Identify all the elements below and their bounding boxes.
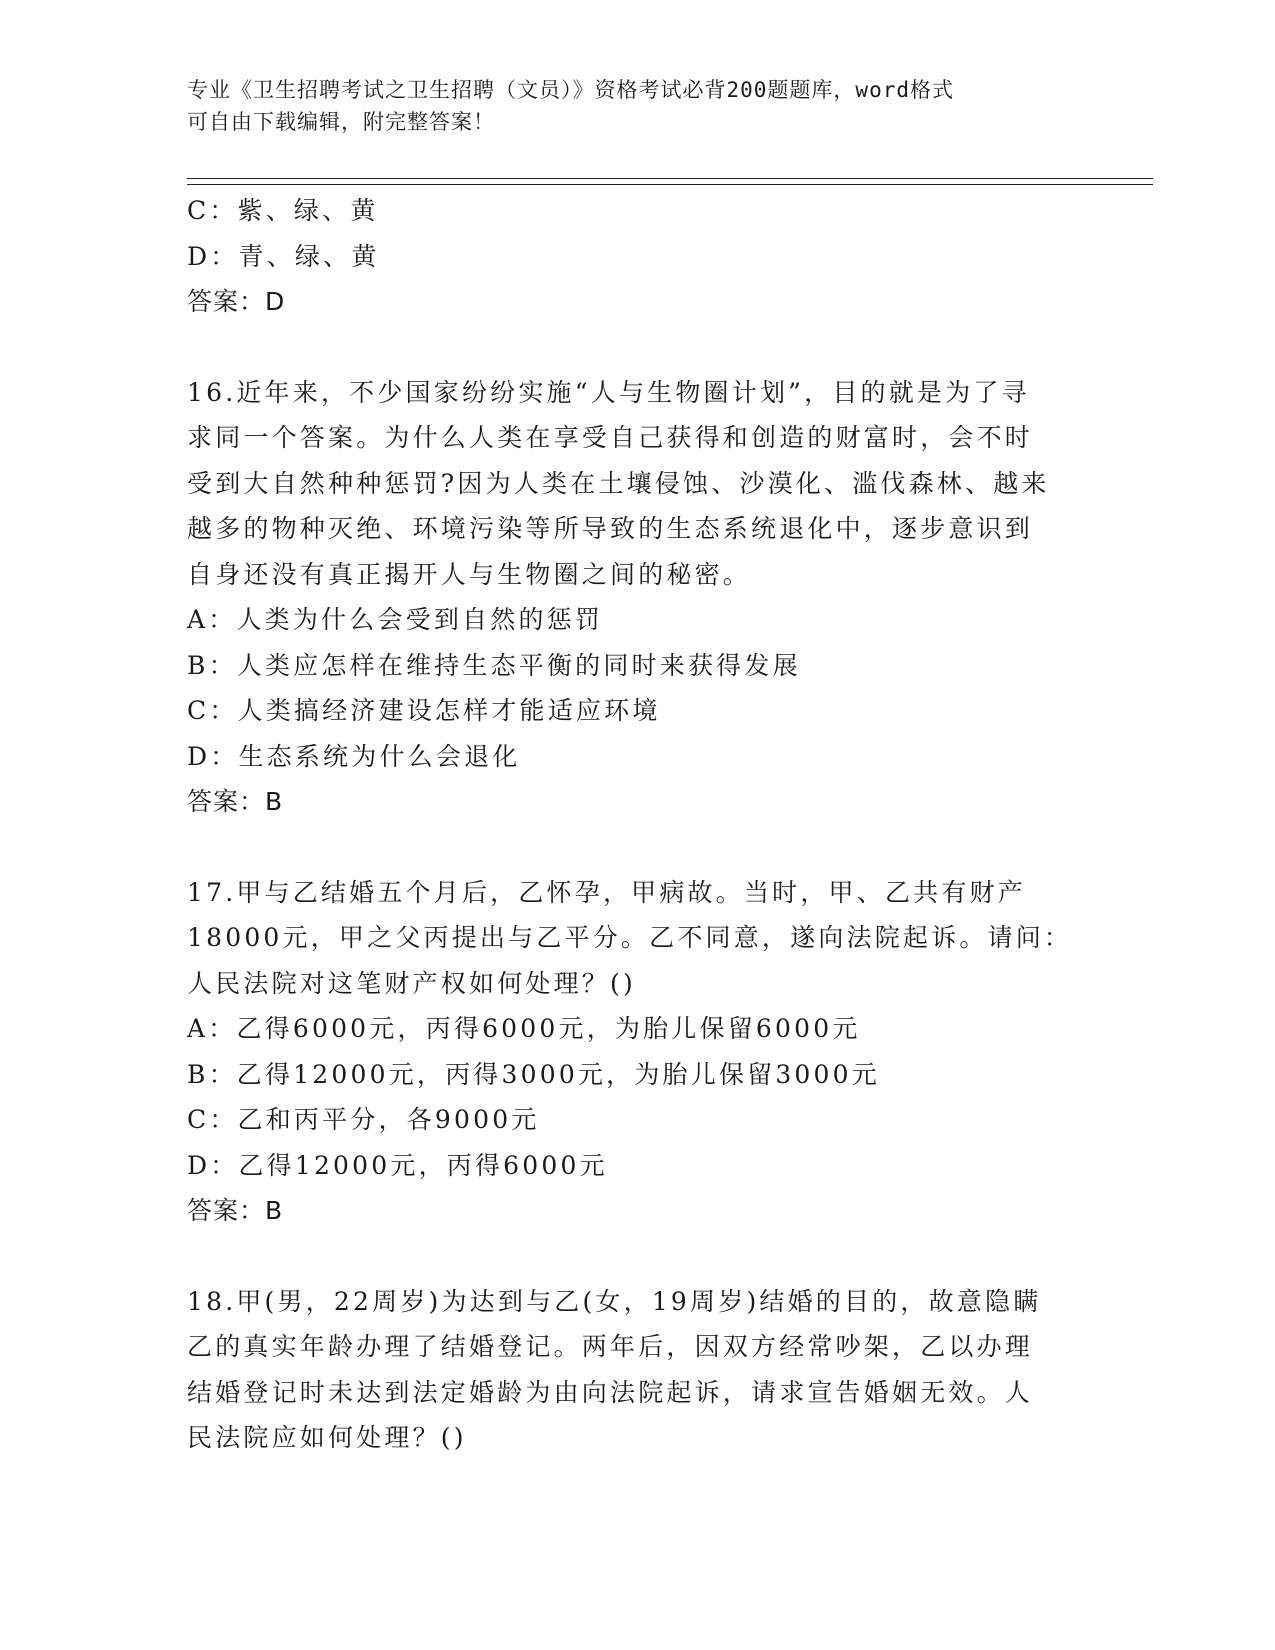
question-text-line: 17.甲与乙结婚五个月后，乙怀孕，甲病故。当时，甲、乙共有财产 [187,877,1026,907]
answer-line: 答案：B [187,787,284,816]
question-text-line: 16.近年来，不少国家纷纷实施“人与生物圈计划”，目的就是为了寻 [187,377,1030,407]
option-line: B：乙得12000元，丙得3000元，为胎儿保留3000元 [187,1059,880,1089]
option-line: A：人类为什么会受到自然的惩罚 [187,605,604,634]
header-line: 可自由下载编辑，附完整答案！ [187,110,495,134]
question-text-line: 人民法院对这笔财产权如何处理？() [187,968,636,998]
document-body [187,188,1087,1461]
spacer [187,825,1087,870]
spacer [187,325,1087,370]
question-text-line: 18000元，甲之父丙提出与乙平分。乙不同意，遂向法院起诉。请问： [187,923,1073,952]
answer-line: 答案：D [187,287,286,316]
header-line: 专业《卫生招聘考试之卫生招聘（文员）》资格考试必背200题题库，word格式 [187,78,954,102]
question-16 [187,370,1087,825]
option-line: D：乙得12000元，丙得6000元 [187,1150,608,1180]
option-line: C：乙和丙平分，各9000元 [187,1105,540,1134]
document-header [187,74,1067,138]
question-text-line: 自身还没有真正揭开人与生物圈之间的秘密。 [187,559,752,589]
option-line: D：青、绿、黄 [187,241,380,271]
header-divider-top [187,178,1153,179]
question-text-line: 求同一个答案。为什么人类在享受自己获得和创造的财富时，会不时 [187,423,1034,452]
option-line: C：紫、绿、黄 [187,196,379,225]
option-line: C：人类搞经济建设怎样才能适应环境 [187,696,661,725]
option-line: B：人类应怎样在维持生态平衡的同时来获得发展 [187,650,801,680]
question-18 [187,1279,1087,1461]
question-text-line: 结婚登记时未达到法定婚龄为由向法院起诉，请求宣告婚姻无效。人 [187,1377,1034,1407]
question-text-line: 民法院应如何处理？() [187,1423,467,1452]
answer-line: 答案：B [187,1196,284,1225]
question-text-line: 乙的真实年龄办理了结婚登记。两年后，因双方经常吵架，乙以办理 [187,1332,1034,1361]
option-line: D：生态系统为什么会退化 [187,741,521,771]
header-divider-bottom [187,184,1153,185]
question-17 [187,870,1087,1234]
spacer [187,1234,1087,1279]
question-text-line: 受到大自然种种惩罚?因为人类在土壤侵蚀、沙漠化、滥伐森林、越来 [187,468,1050,498]
option-line: A：乙得6000元，丙得6000元，为胎儿保留6000元 [187,1014,861,1043]
question-text-line: 18.甲(男，22周岁)为达到与乙(女，19周岁)结婚的目的，故意隐瞒 [187,1286,1042,1316]
question-text-line: 越多的物种灭绝、环境污染等所导致的生态系统退化中，逐步意识到 [187,514,1034,543]
